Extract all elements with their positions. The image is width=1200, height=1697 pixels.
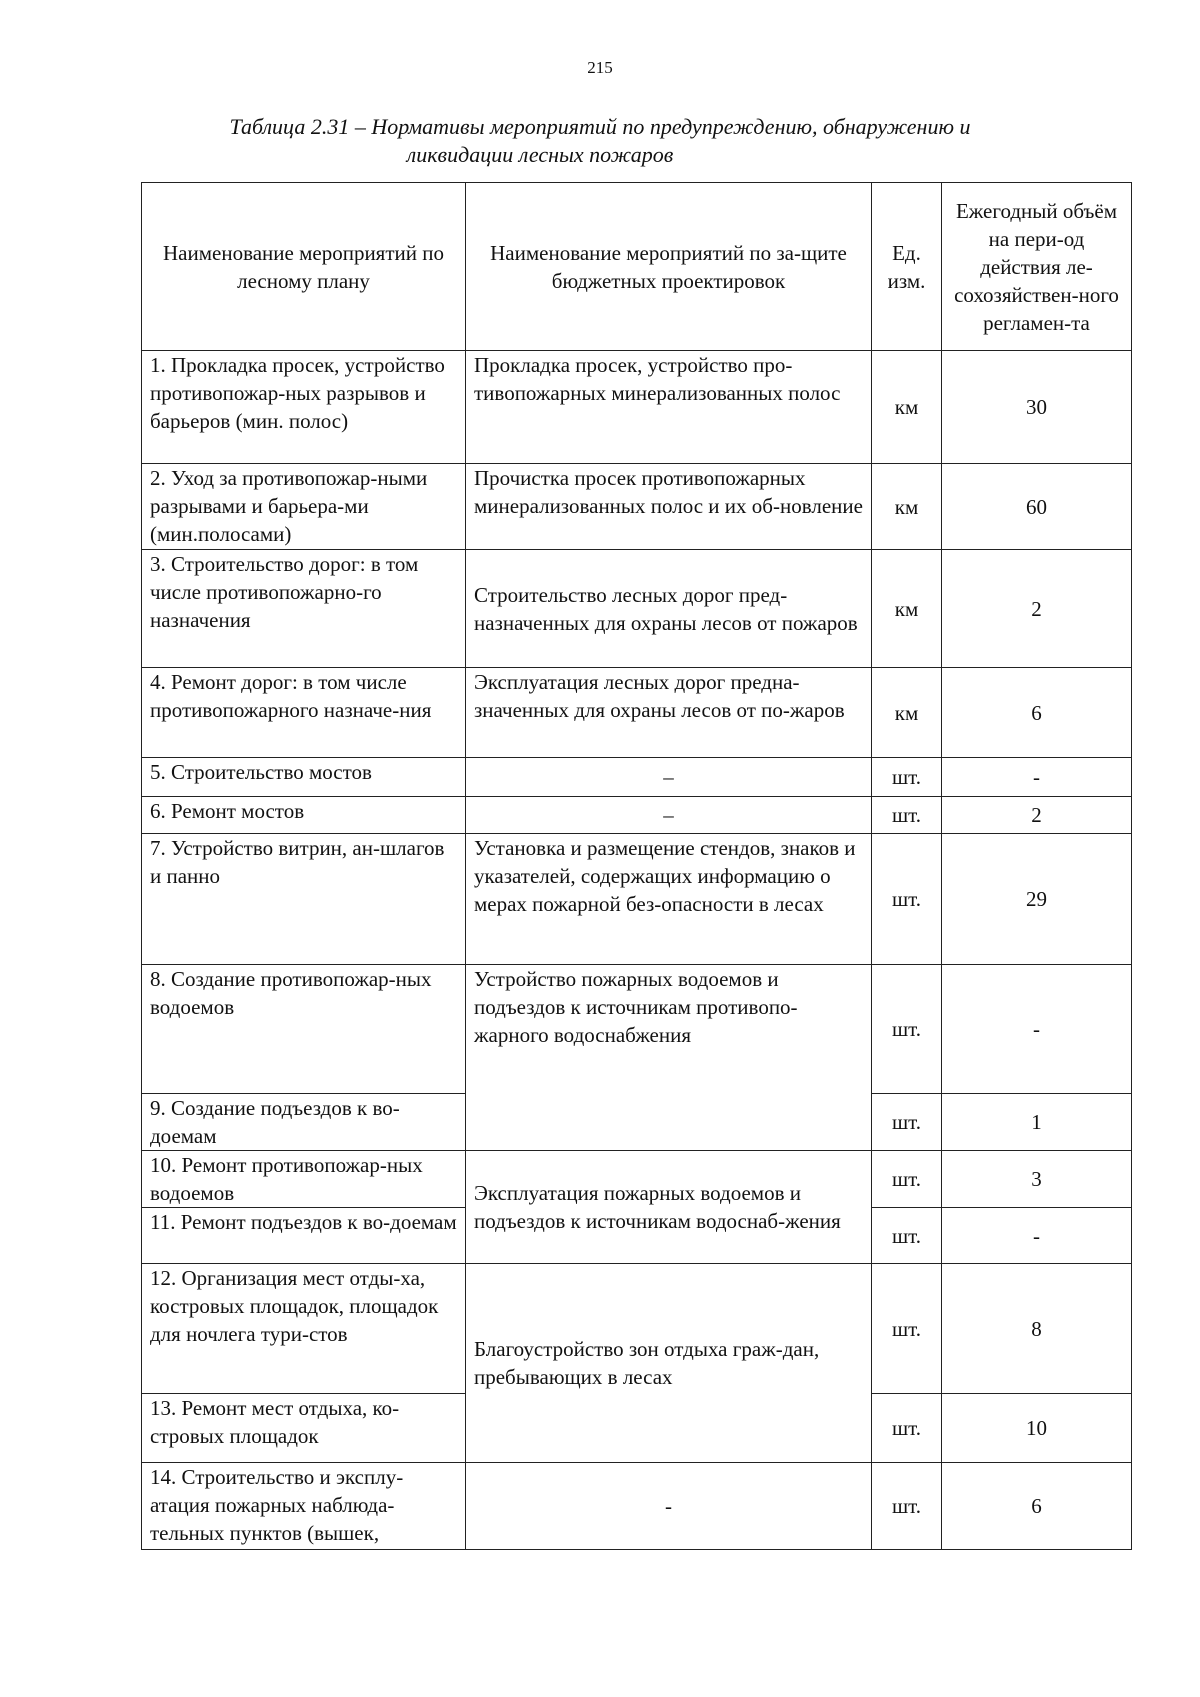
row-2-volume: 60	[942, 464, 1132, 550]
row-8-unit: шт.	[872, 965, 942, 1094]
row-12-plan: 12. Организация мест отды-ха, костровых площадок, площадок для ночлега тури-стов	[142, 1264, 466, 1394]
row-2-plan: 2. Уход за противопожар-ными разрывами и барьера-ми (мин.полосами)	[142, 464, 466, 550]
row-1-budget: Прокладка просек, устройство про-тивопожарных минерализованных полос	[466, 351, 872, 464]
row-3-unit: км	[872, 550, 942, 668]
row-7-unit: шт.	[872, 834, 942, 965]
table-row	[142, 668, 1132, 758]
row-10-unit: шт.	[872, 1151, 942, 1208]
row-5-volume: -	[942, 758, 1132, 797]
row-4-budget: Эксплуатация лесных дорог предна-значенных для охраны лесов от по-жаров	[466, 668, 872, 758]
row-12-13-budget: Благоустройство зон отдыха граж-дан, пребывающих в лесах	[466, 1264, 872, 1463]
row-2-unit: км	[872, 464, 942, 550]
header-unit: Ед. изм.	[872, 183, 942, 351]
row-10-volume: 3	[942, 1151, 1132, 1208]
table-row	[142, 1151, 1132, 1208]
row-13-plan: 13. Ремонт мест отдыха, ко-стровых площадок	[142, 1394, 466, 1463]
row-14-volume: 6	[942, 1463, 1132, 1550]
table-row	[142, 550, 1132, 668]
row-12-volume: 8	[942, 1264, 1132, 1394]
row-6-plan: 6. Ремонт мостов	[142, 797, 466, 834]
row-4-unit: км	[872, 668, 942, 758]
row-14-plan: 14. Строительство и эксплу-атация пожарных наблюда-тельных пунктов (вышек,	[142, 1463, 466, 1550]
row-3-budget: Строительство лесных дорог пред-назначенных для охраны лесов от пожаров	[466, 550, 872, 668]
row-4-plan: 4. Ремонт дорог: в том числе противопожарного назначе-ния	[142, 668, 466, 758]
table-row	[142, 834, 1132, 965]
row-10-plan: 10. Ремонт противопожар-ных водоемов	[142, 1151, 466, 1208]
row-6-unit: шт.	[872, 797, 942, 834]
row-5-budget: –	[466, 758, 872, 797]
row-13-volume: 10	[942, 1394, 1132, 1463]
row-12-unit: шт.	[872, 1264, 942, 1394]
header-budget: Наименование мероприятий по за-щите бюджетных проектировок	[466, 183, 872, 351]
row-1-plan: 1. Прокладка просек, устройство противопожар-ных разрывов и барьеров (мин. полос)	[142, 351, 466, 464]
table-header-row	[142, 183, 1132, 351]
page-number: 215	[587, 58, 613, 77]
row-3-volume: 2	[942, 550, 1132, 668]
row-10-11-budget: Эксплуатация пожарных водоемов и подъездов к источникам водоснаб-жения	[466, 1151, 872, 1264]
row-9-volume: 1	[942, 1094, 1132, 1151]
caption-line-1: Таблица 2.31 – Нормативы мероприятий по предупреждению, обнаружению и	[229, 114, 971, 139]
row-11-volume: -	[942, 1208, 1132, 1264]
table-row	[142, 1264, 1132, 1394]
table-row	[142, 797, 1132, 834]
table-row	[142, 1463, 1132, 1550]
row-5-plan: 5. Строительство мостов	[142, 758, 466, 797]
row-14-budget: -	[466, 1463, 872, 1550]
row-5-unit: шт.	[872, 758, 942, 797]
caption-line-2: ликвидации лесных пожаров	[406, 142, 674, 167]
row-6-budget: –	[466, 797, 872, 834]
row-3-plan: 3. Строительство дорог: в том числе противопожарно-го назначения	[142, 550, 466, 668]
row-11-plan: 11. Ремонт подъездов к во-доемам	[142, 1208, 466, 1264]
row-14-unit: шт.	[872, 1463, 942, 1550]
table-row	[142, 965, 1132, 1094]
row-9-plan: 9. Создание подъездов к во-доемам	[142, 1094, 466, 1151]
row-4-volume: 6	[942, 668, 1132, 758]
fire-measures-table	[141, 182, 1132, 1550]
row-1-volume: 30	[942, 351, 1132, 464]
header-plan: Наименование мероприятий по лесному плану	[142, 183, 466, 351]
row-7-plan: 7. Устройство витрин, ан-шлагов и панно	[142, 834, 466, 965]
table-caption	[0, 113, 1200, 169]
row-2-budget: Прочистка просек противопожарных минерализованных полос и их об-новление	[466, 464, 872, 550]
row-6-volume: 2	[942, 797, 1132, 834]
row-1-unit: км	[872, 351, 942, 464]
table-row	[142, 351, 1132, 464]
row-13-unit: шт.	[872, 1394, 942, 1463]
header-volume: Ежегодный объём на пери-од действия ле-сохозяйствен-ного регламен-та	[942, 183, 1132, 351]
row-11-unit: шт.	[872, 1208, 942, 1264]
table-row	[142, 758, 1132, 797]
row-8-plan: 8. Создание противопожар-ных водоемов	[142, 965, 466, 1094]
table-row	[142, 464, 1132, 550]
row-9-unit: шт.	[872, 1094, 942, 1151]
row-8-9-budget: Устройство пожарных водоемов и подъездов к источникам противопо-жарного водоснабжения	[466, 965, 872, 1151]
row-7-volume: 29	[942, 834, 1132, 965]
row-8-volume: -	[942, 965, 1132, 1094]
row-7-budget: Установка и размещение стендов, знаков и указателей, содержащих информацию о мерах пожарной без-опасности в лесах	[466, 834, 872, 965]
